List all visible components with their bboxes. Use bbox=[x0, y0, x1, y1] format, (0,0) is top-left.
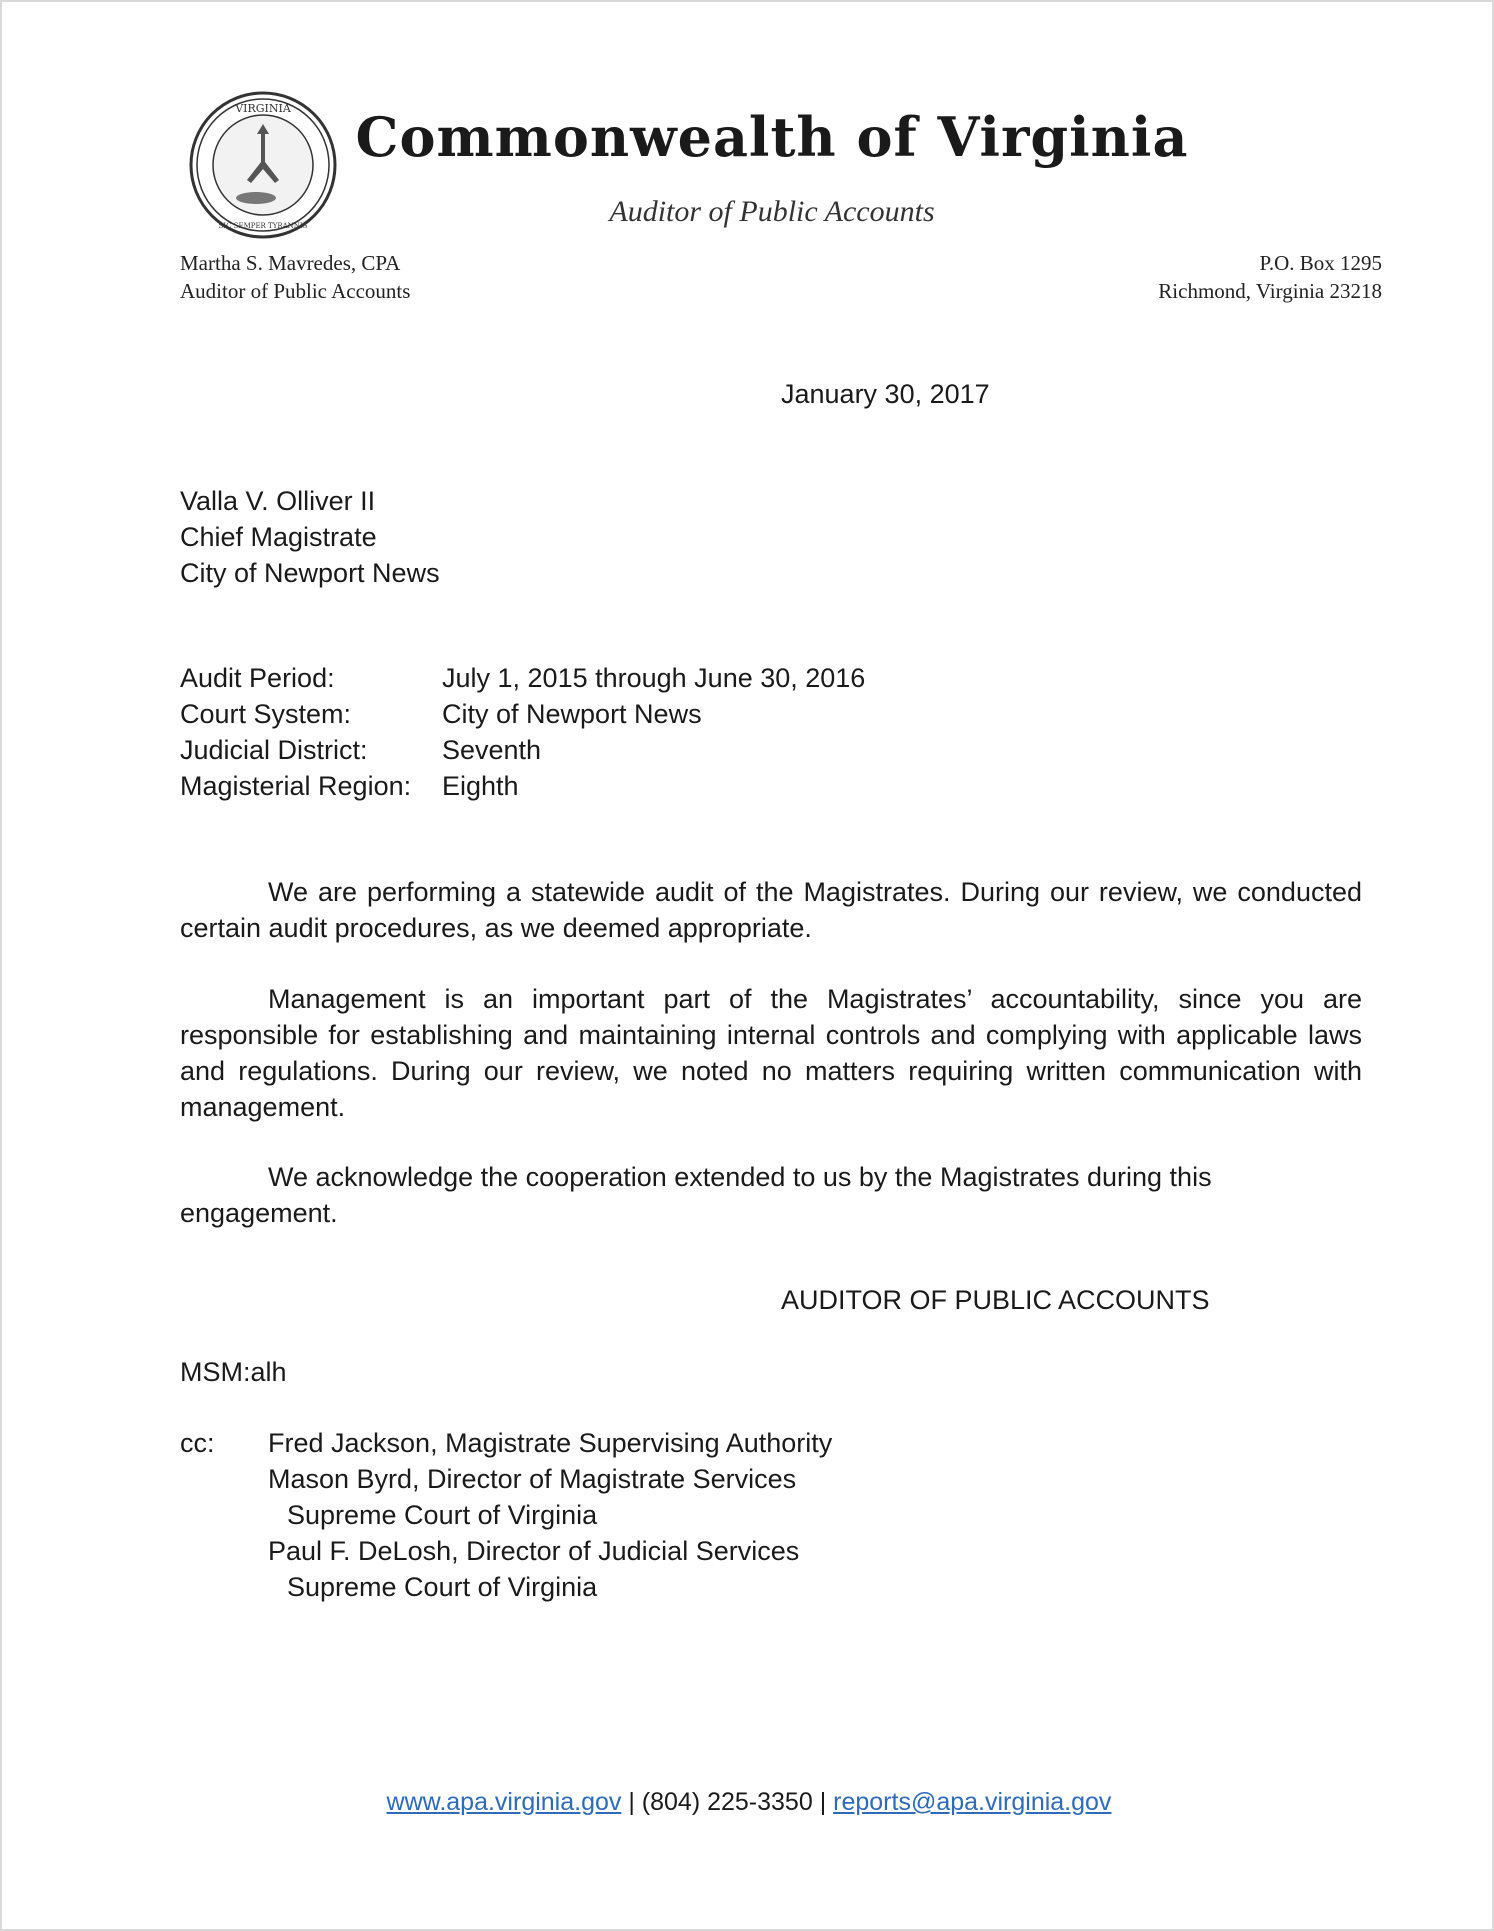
audit-info-table bbox=[180, 660, 865, 804]
cc-line: Supreme Court of Virginia bbox=[287, 1572, 598, 1602]
letter-date: January 30, 2017 bbox=[781, 379, 990, 409]
seal-text: VIRGINIA bbox=[235, 102, 291, 115]
audit-info-row bbox=[180, 732, 865, 768]
info-label: Magisterial Region: bbox=[180, 771, 412, 801]
cc-label: cc: bbox=[180, 1428, 215, 1458]
audit-info-row bbox=[180, 768, 865, 804]
signature-line: AUDITOR OF PUBLIC ACCOUNTS bbox=[781, 1285, 1210, 1315]
auditor-name: Martha S. Mavredes, CPA bbox=[180, 251, 401, 275]
recipient-name: Valla V. Olliver II bbox=[180, 486, 376, 516]
info-value: Eighth bbox=[442, 771, 519, 801]
audit-info-row bbox=[180, 660, 865, 696]
website-link[interactable]: www.apa.virginia.gov bbox=[386, 1788, 622, 1816]
cc-line: Supreme Court of Virginia bbox=[287, 1500, 598, 1530]
audit-info-row bbox=[180, 696, 865, 732]
letterhead-auditor-block bbox=[180, 249, 410, 305]
recipient-title: Chief Magistrate bbox=[180, 522, 377, 552]
auditor-title: Auditor of Public Accounts bbox=[180, 279, 411, 303]
recipient-locality: City of Newport News bbox=[180, 558, 440, 588]
po-box: P.O. Box 1295 bbox=[1259, 251, 1382, 275]
info-value: City of Newport News bbox=[442, 699, 702, 729]
cc-line: Fred Jackson, Magistrate Supervising Authority bbox=[268, 1428, 833, 1458]
seal-motto: SIC SEMPER TYRANNIS bbox=[218, 222, 308, 230]
cc-list bbox=[268, 1425, 832, 1605]
reference-initials: MSM:alh bbox=[180, 1357, 287, 1387]
body-paragraph: We acknowledge the cooperation extended to us by the Magistrates during this engagement. bbox=[180, 1162, 1212, 1228]
letterhead-address-block bbox=[1158, 249, 1382, 305]
info-value: July 1, 2015 through June 30, 2016 bbox=[442, 663, 866, 693]
cc-line: Mason Byrd, Director of Magistrate Services bbox=[268, 1464, 797, 1494]
footer-phone: (804) 225-3350 bbox=[641, 1788, 813, 1816]
footer-separator: | bbox=[621, 1788, 642, 1816]
letterhead-subtitle: Auditor of Public Accounts bbox=[609, 195, 935, 228]
email-link[interactable]: reports@apa.virginia.gov bbox=[833, 1788, 1112, 1816]
info-label: Audit Period: bbox=[180, 663, 335, 693]
info-value: Seventh bbox=[442, 735, 542, 765]
city-state-zip: Richmond, Virginia 23218 bbox=[1158, 279, 1382, 303]
recipient-block bbox=[180, 483, 440, 591]
footer-contact bbox=[2, 1785, 1494, 1819]
info-label: Judicial District: bbox=[180, 735, 368, 765]
info-label: Court System: bbox=[180, 699, 352, 729]
letterhead-title: Commonwealth of Virginia bbox=[355, 105, 1189, 169]
footer-separator: | bbox=[812, 1788, 834, 1816]
body-paragraph: We are performing a statewide audit of the Magistrates. During our review, we conducted certain audit procedures, as we deemed appropriate. bbox=[180, 877, 1362, 943]
body-paragraph: Management is an important part of the Magistrates’ accountability, since you are responsible for establishing and maintaining internal controls and complying with applicable laws and regulations. During our review, we noted no matters requiring written communication with management. bbox=[180, 984, 1362, 1122]
cc-line: Paul F. DeLosh, Director of Judicial Services bbox=[268, 1536, 800, 1566]
